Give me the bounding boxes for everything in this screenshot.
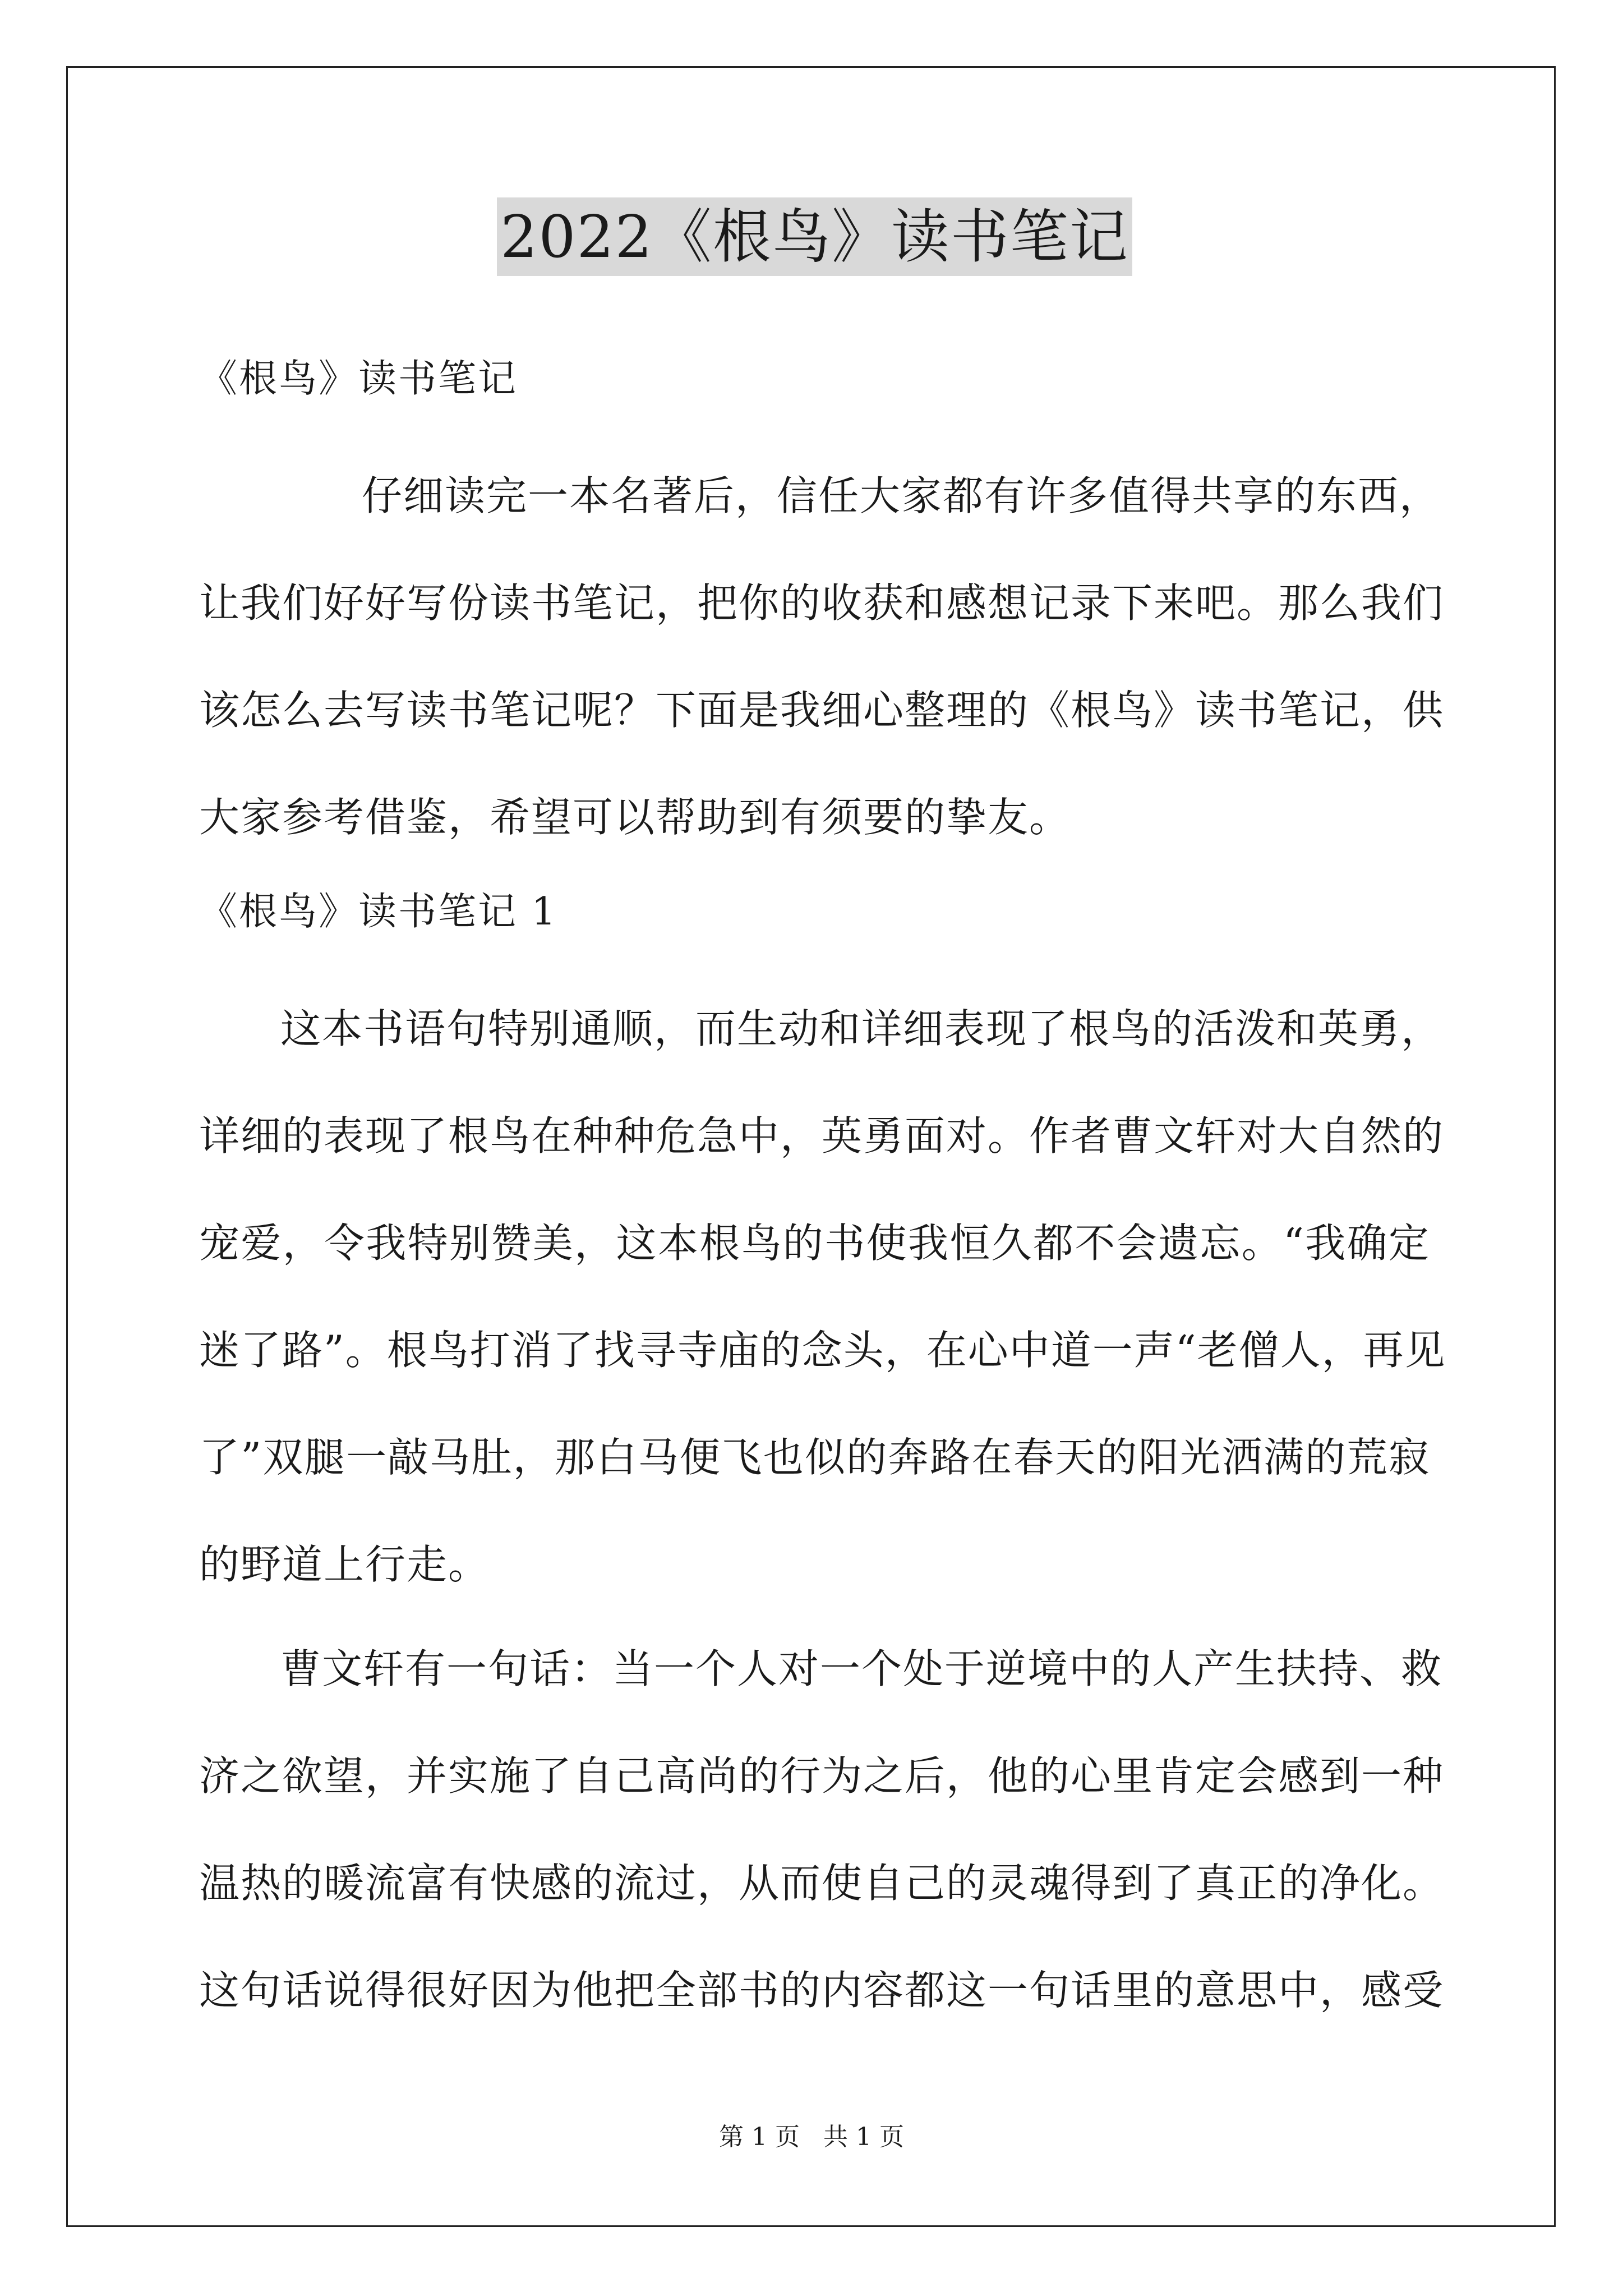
paragraph-line: 迷了路”。根鸟打消了找寻寺庙的念头，在心中道一声“老僧人，再见 xyxy=(199,1327,1446,1374)
intro-line: 大家参考借鉴，希望可以帮助到有须要的挚友。 xyxy=(199,794,1071,841)
intro-line: 该怎么去写读书笔记呢？下面是我细心整理的《根鸟》读书笔记，供 xyxy=(199,687,1445,734)
paragraph-line: 曹文轩有一句话：当一个人对一个处于逆境中的人产生扶持、救 xyxy=(280,1645,1443,1692)
page-footer: 第 1 页 共 1 页 xyxy=(719,2123,904,2151)
document-title: 2022《根鸟》读书笔记 xyxy=(497,197,1132,276)
paragraph-2 xyxy=(199,1616,1445,2044)
paragraph-line: 这句话说得很好因为他把全部书的内容都这一句话里的意思中，感受 xyxy=(199,1967,1445,2014)
intro-paragraph xyxy=(199,443,1445,871)
paragraph-line: 温热的暖流富有快感的流过，从而使自己的灵魂得到了真正的净化。 xyxy=(199,1860,1445,1907)
intro-line: 仔细读完一本名著后，信任大家都有许多值得共享的东西， xyxy=(362,472,1441,519)
intro-line: 让我们好好写份读书笔记，把你的收获和感想记录下来吧。那么我们 xyxy=(199,579,1445,627)
intro-heading: 《根鸟》读书笔记 xyxy=(199,357,518,401)
paragraph-line: 的野道上行走。 xyxy=(199,1541,490,1588)
title-wrap xyxy=(199,197,1430,276)
paragraph-1 xyxy=(199,976,1446,1618)
section-heading-1: 《根鸟》读书笔记 1 xyxy=(199,890,557,934)
paragraph-line: 济之欲望，并实施了自己高尚的行为之后，他的心里肯定会感到一种 xyxy=(199,1752,1445,1800)
paragraph-line: 了”双腿一敲马肚，那白马便飞也似的奔路在春天的阳光洒满的荒寂 xyxy=(199,1434,1430,1481)
paragraph-line: 这本书语句特别通顺，而生动和详细表现了根鸟的活泼和英勇， xyxy=(280,1005,1443,1052)
paragraph-line: 详细的表现了根鸟在种种危急中，英勇面对。作者曹文轩对大自然的 xyxy=(199,1112,1445,1159)
paragraph-line: 宠爱，令我特别赞美，这本根鸟的书使我恒久都不会遗忘。“我确定 xyxy=(199,1220,1430,1267)
